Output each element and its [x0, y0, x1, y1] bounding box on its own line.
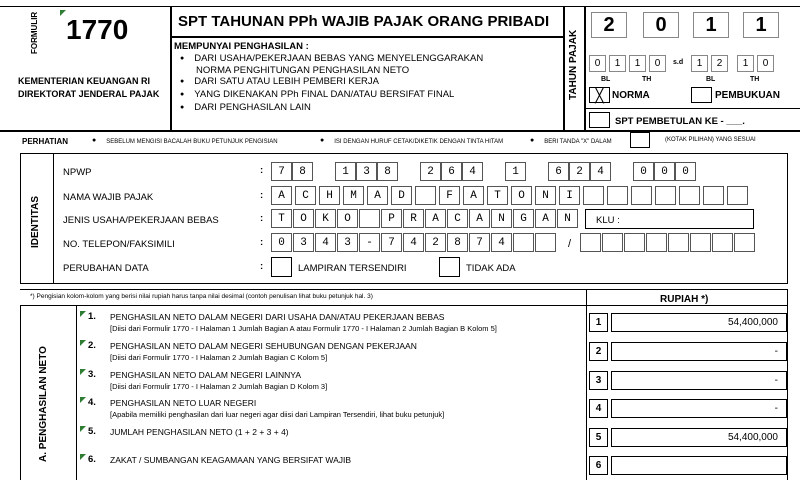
- identitas-label: IDENTITAS: [30, 195, 41, 248]
- penghasilan-neto-label: A. PENGHASILAN NETO: [38, 346, 49, 462]
- char-cell[interactable]: D: [391, 186, 412, 205]
- pembetulan-checkbox[interactable]: [589, 112, 610, 128]
- pembukuan-checkbox[interactable]: [691, 87, 712, 103]
- row-title: PENGHASILAN NETO DALAM NEGERI LAINNYA: [110, 370, 301, 380]
- char-cell[interactable]: K: [315, 209, 336, 228]
- income-item-lain: ● DARI PENGHASILAN LAIN: [180, 102, 311, 113]
- char-cell[interactable]: 3: [356, 162, 377, 181]
- perhatian-item: ● BERI TANDA "X" DALAM: [530, 137, 612, 145]
- char-cell[interactable]: 0: [271, 233, 292, 252]
- nama-label: NAMA WAJIB PAJAK: [63, 192, 154, 203]
- row-title: PENGHASILAN NETO LUAR NEGERI: [110, 398, 257, 408]
- income-item-norma: NORMA PENGHITUNGAN PENGHASILAN NETO: [196, 65, 410, 75]
- char-cell[interactable]: 3: [337, 233, 358, 252]
- period-digit[interactable]: 0: [757, 55, 774, 72]
- char-cell[interactable]: A: [463, 186, 484, 205]
- colon: :: [260, 213, 264, 224]
- char-cell[interactable]: 7: [271, 162, 292, 181]
- pembukuan-label: PEMBUKUAN: [715, 90, 780, 101]
- char-cell[interactable]: 6: [548, 162, 569, 181]
- row-tick: [80, 369, 86, 375]
- char-cell[interactable]: I: [559, 186, 580, 205]
- char-cell[interactable]: 4: [491, 233, 512, 252]
- char-cell[interactable]: 1: [505, 162, 526, 181]
- char-cell[interactable]: [580, 233, 601, 252]
- row-box-number: 1: [589, 313, 608, 332]
- year-digit[interactable]: 2: [591, 12, 627, 38]
- income-item-final: ● YANG DIKENAKAN PPh FINAL DAN/ATAU BERSIFAT FINAL: [180, 89, 454, 100]
- period-digit[interactable]: 0: [649, 55, 666, 72]
- bl-label: BL: [601, 76, 611, 83]
- char-cell[interactable]: C: [295, 186, 316, 205]
- perhatian-item: ● SEBELUM MENGISI BACALAH BUKU PETUNJUK PENGISIAN: [92, 137, 278, 145]
- form-number: 1770: [66, 14, 129, 45]
- norma-label: NORMA: [612, 90, 650, 101]
- formulir-label: FORMULIR: [30, 11, 39, 54]
- char-cell[interactable]: [679, 186, 700, 205]
- char-cell[interactable]: [712, 233, 733, 252]
- rupiah-value-field[interactable]: -: [611, 342, 787, 361]
- telepon-label: NO. TELEPON/FAKSIMILI: [63, 239, 175, 250]
- period-digit[interactable]: 1: [609, 55, 626, 72]
- char-cell[interactable]: [513, 233, 534, 252]
- char-cell[interactable]: 6: [441, 162, 462, 181]
- lampiran-checkbox[interactable]: [271, 257, 292, 277]
- char-cell[interactable]: [602, 233, 623, 252]
- char-cell[interactable]: A: [271, 186, 292, 205]
- tahun-pajak-label: TAHUN PAJAK: [568, 29, 579, 100]
- char-cell[interactable]: C: [447, 209, 468, 228]
- row-title: ZAKAT / SUMBANGAN KEAGAMAAN YANG BERSIFAT WAJIB: [110, 455, 352, 465]
- char-cell[interactable]: [668, 233, 689, 252]
- rupiah-value-field[interactable]: -: [611, 371, 787, 390]
- char-cell[interactable]: T: [487, 186, 508, 205]
- income-heading: MEMPUNYAI PENGHASILAN :: [174, 41, 309, 52]
- char-cell[interactable]: 0: [675, 162, 696, 181]
- char-cell[interactable]: 8: [292, 162, 313, 181]
- rupiah-header: RUPIAH *): [660, 294, 709, 305]
- year-digit[interactable]: 1: [693, 12, 729, 38]
- char-cell[interactable]: 7: [469, 233, 490, 252]
- rupiah-note: *) Pengisian kolom-kolom yang berisi nilai rupiah harus tanpa nilai desimal (contoh penulisan lihat buku petunjuk hal. 3): [30, 293, 373, 300]
- rupiah-value-field[interactable]: 54,400,000: [611, 313, 787, 332]
- klu-field[interactable]: [585, 209, 754, 229]
- rupiah-value-field[interactable]: -: [611, 399, 787, 418]
- tidak-ada-checkbox[interactable]: [439, 257, 460, 277]
- char-cell[interactable]: 0: [654, 162, 675, 181]
- char-cell[interactable]: [690, 233, 711, 252]
- row-subtitle: [Diisi dari Formulir 1770 - I Halaman 1 Jumlah Bagian A atau Formulir 1770 - I Halaman 2 Jumlah Bagian B Kolom 5]: [110, 324, 497, 333]
- row-number: 2.: [88, 340, 96, 351]
- row-subtitle: [Apabila memiliki penghasilan dari luar negeri agar diisi dari Lampiran Tersendiri, lihat buku petunjuk]: [110, 410, 445, 419]
- char-cell[interactable]: F: [439, 186, 460, 205]
- char-cell[interactable]: [607, 186, 628, 205]
- char-cell[interactable]: [535, 233, 556, 252]
- row-number: 1.: [88, 311, 96, 322]
- npwp-label: NPWP: [63, 167, 92, 178]
- char-cell[interactable]: O: [511, 186, 532, 205]
- period-separator: s.d: [673, 59, 684, 66]
- char-cell[interactable]: [646, 233, 667, 252]
- char-cell[interactable]: H: [319, 186, 340, 205]
- year-digit[interactable]: 1: [743, 12, 779, 38]
- char-cell[interactable]: 0: [633, 162, 654, 181]
- char-cell[interactable]: M: [343, 186, 364, 205]
- perhatian-title: PERHATIAN: [22, 137, 69, 146]
- th-label: TH: [642, 76, 652, 83]
- char-cell[interactable]: O: [337, 209, 358, 228]
- colon: :: [260, 261, 264, 272]
- ministry-name: KEMENTERIAN KEUANGAN RI: [18, 76, 151, 86]
- row-tick: [80, 397, 86, 403]
- char-cell[interactable]: O: [293, 209, 314, 228]
- row-number: 6.: [88, 454, 96, 465]
- char-cell[interactable]: A: [535, 209, 556, 228]
- row-box-number: 3: [589, 371, 608, 390]
- tidak-ada-label: TIDAK ADA: [466, 263, 516, 274]
- perhatian-item: ● ISI DENGAN HURUF CETAK/DIKETIK DENGAN TINTA HITAM: [320, 137, 503, 145]
- norma-checkbox[interactable]: ╳: [589, 87, 610, 103]
- period-digit[interactable]: 0: [589, 55, 606, 72]
- char-cell[interactable]: T: [271, 209, 292, 228]
- char-cell[interactable]: -: [359, 233, 380, 252]
- char-cell[interactable]: 4: [590, 162, 611, 181]
- char-cell[interactable]: [727, 186, 748, 205]
- char-cell[interactable]: 4: [462, 162, 483, 181]
- char-cell[interactable]: [734, 233, 755, 252]
- colon: :: [260, 190, 264, 201]
- char-cell[interactable]: 3: [293, 233, 314, 252]
- char-cell[interactable]: A: [425, 209, 446, 228]
- char-cell[interactable]: [415, 186, 436, 205]
- char-cell[interactable]: P: [381, 209, 402, 228]
- pembetulan-label: SPT PEMBETULAN KE - ___.: [615, 116, 745, 127]
- char-cell[interactable]: [631, 186, 652, 205]
- jenis-usaha-label: JENIS USAHA/PEKERJAAN BEBAS: [63, 215, 219, 226]
- income-item-usaha: ● DARI USAHA/PEKERJAAN BEBAS YANG MENYELENGGARAKAN: [180, 53, 483, 64]
- char-cell[interactable]: N: [557, 209, 578, 228]
- char-cell[interactable]: 8: [377, 162, 398, 181]
- lampiran-label: LAMPIRAN TERSENDIRI: [298, 263, 407, 274]
- char-cell[interactable]: 8: [447, 233, 468, 252]
- row-tick: [80, 340, 86, 346]
- row-subtitle: [Diisi dari Formulir 1770 - I Halaman 2 Jumlah Bagian C Kolom 5]: [110, 353, 328, 362]
- row-number: 5.: [88, 426, 96, 437]
- rupiah-value-field[interactable]: 54,400,000: [611, 428, 787, 447]
- bl-label: BL: [706, 76, 716, 83]
- period-digit[interactable]: 2: [711, 55, 728, 72]
- char-cell[interactable]: 2: [420, 162, 441, 181]
- period-digit[interactable]: 1: [629, 55, 646, 72]
- char-cell[interactable]: [703, 186, 724, 205]
- char-cell[interactable]: N: [491, 209, 512, 228]
- char-cell[interactable]: [624, 233, 645, 252]
- period-digit[interactable]: 1: [691, 55, 708, 72]
- row-box-number: 5: [589, 428, 608, 447]
- row-box-number: 6: [589, 456, 608, 475]
- row-subtitle: [Diisi dari Formulir 1770 - I Halaman 2 Jumlah Bagian D Kolom 3]: [110, 382, 328, 391]
- row-number: 3.: [88, 369, 96, 380]
- row-number: 4.: [88, 397, 96, 408]
- row-title: PENGHASILAN NETO DALAM NEGERI DARI USAHA DAN/ATAU PEKERJAAN BEBAS: [110, 312, 445, 322]
- row-box-number: 2: [589, 342, 608, 361]
- char-cell[interactable]: G: [513, 209, 534, 228]
- th-label: TH: [750, 76, 760, 83]
- income-item-pemberi-kerja: ● DARI SATU ATAU LEBIH PEMBERI KERJA: [180, 76, 379, 87]
- fax-separator: /: [568, 238, 572, 250]
- form-title: SPT TAHUNAN PPh WAJIB PAJAK ORANG PRIBADI: [178, 13, 550, 30]
- char-cell[interactable]: R: [403, 209, 424, 228]
- perhatian-item: (KOTAK PILIHAN) YANG SESUAI: [665, 137, 756, 143]
- row-tick: [80, 311, 86, 317]
- char-cell[interactable]: 7: [381, 233, 402, 252]
- char-cell[interactable]: 4: [403, 233, 424, 252]
- char-cell[interactable]: A: [367, 186, 388, 205]
- char-cell[interactable]: N: [535, 186, 556, 205]
- rupiah-value-field[interactable]: [611, 456, 787, 475]
- char-cell[interactable]: 1: [335, 162, 356, 181]
- row-title: PENGHASILAN NETO DALAM NEGERI SEHUBUNGAN DENGAN PEKERJAAN: [110, 341, 417, 351]
- char-cell[interactable]: 4: [315, 233, 336, 252]
- colon: :: [260, 165, 264, 176]
- year-digit[interactable]: 0: [643, 12, 679, 38]
- char-cell[interactable]: [583, 186, 604, 205]
- char-cell[interactable]: 2: [569, 162, 590, 181]
- char-cell[interactable]: 2: [425, 233, 446, 252]
- klu-label: KLU :: [596, 215, 620, 226]
- period-digit[interactable]: 1: [737, 55, 754, 72]
- row-title: JUMLAH PENGHASILAN NETO (1 + 2 + 3 + 4): [110, 427, 289, 437]
- sample-checkbox: [630, 132, 650, 148]
- char-cell[interactable]: [359, 209, 380, 228]
- char-cell[interactable]: [655, 186, 676, 205]
- row-box-number: 4: [589, 399, 608, 418]
- char-cell[interactable]: A: [469, 209, 490, 228]
- perubahan-data-label: PERUBAHAN DATA: [63, 263, 149, 274]
- row-tick: [80, 454, 86, 460]
- colon: :: [260, 237, 264, 248]
- directorate-name: DIREKTORAT JENDERAL PAJAK: [18, 89, 160, 99]
- row-tick: [80, 426, 86, 432]
